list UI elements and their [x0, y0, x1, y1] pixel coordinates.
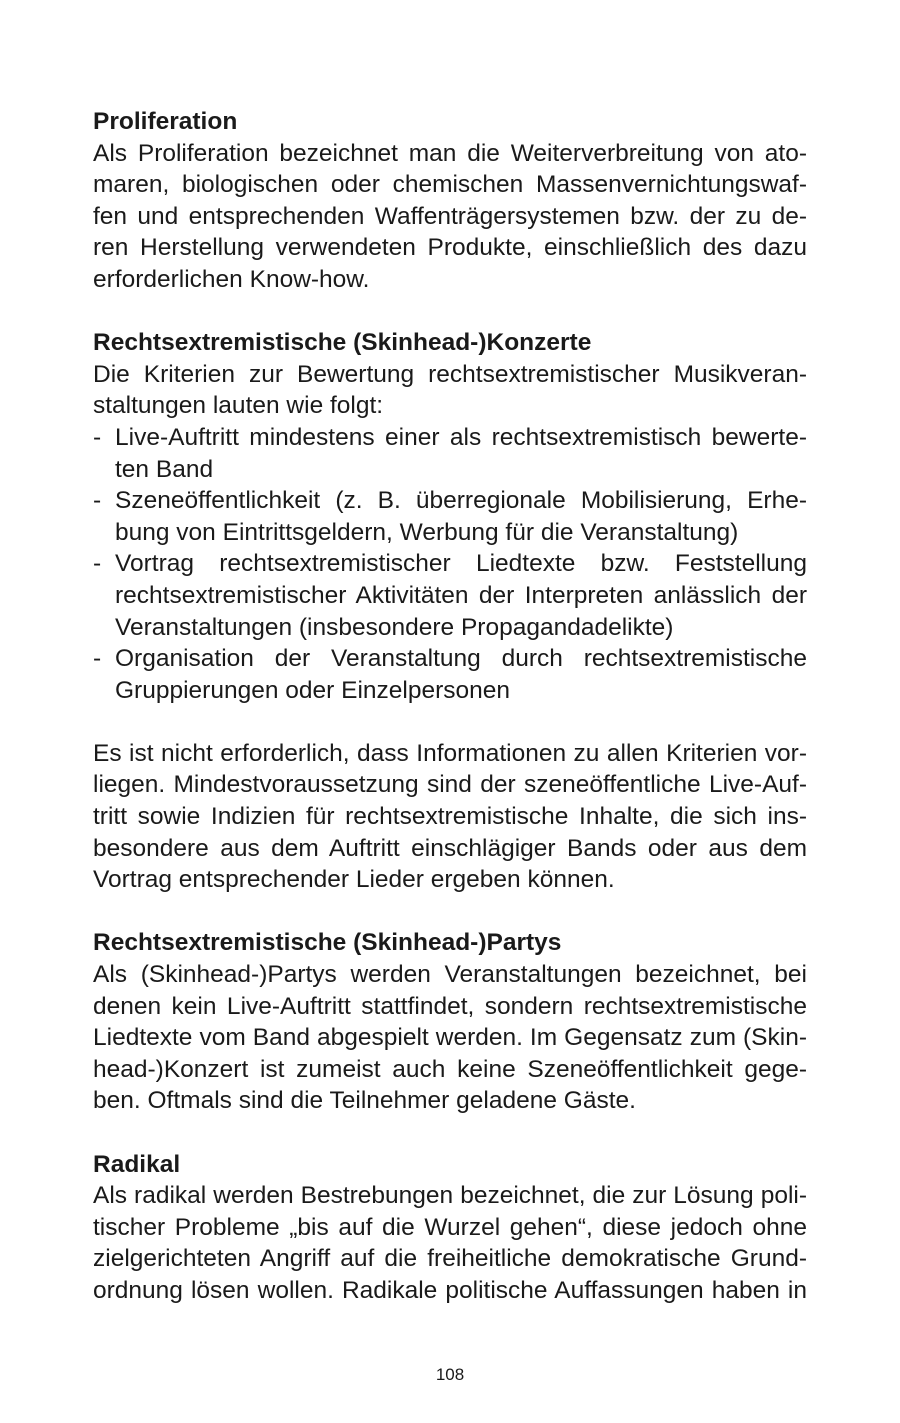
paragraph-line: Liedtexte vom Band abgespielt werden. Im Gegensatz zum (Skin- [93, 1024, 807, 1052]
dash-bullet: - [93, 645, 102, 673]
paragraph-spacer [93, 1117, 807, 1149]
criteria-list [93, 422, 807, 706]
section-radikal [93, 1149, 807, 1307]
dash-bullet: - [93, 423, 102, 451]
section-partys [93, 927, 807, 1117]
heading-proliferation: Proliferation [93, 108, 238, 135]
section-konzerte [93, 327, 807, 896]
heading-partys: Rechtsextremistische (Skinhead-)Partys [93, 929, 562, 957]
paragraph-line: erforderlichen Know-how. [93, 265, 370, 293]
list-item-text: Vortrag rechtsextremistischer Liedtexte bzw. Feststellung [115, 550, 807, 578]
paragraph-line: ren Herstellung verwendeten Produkte, einschließlich des dazu [93, 234, 807, 262]
paragraph-line: staltungen lauten wie folgt: [93, 392, 384, 420]
paragraph-line: head-)Konzert ist zumeist auch keine Szeneöffentlichkeit gege- [93, 1055, 807, 1083]
paragraph-line: maren, biologischen oder chemischen Massenvernichtungswaf- [93, 171, 807, 199]
list-item [93, 548, 807, 643]
paragraph-spacer [93, 896, 807, 928]
paragraph-line: ben. Oftmals sind die Teilnehmer geladene Gäste. [93, 1087, 636, 1115]
page-body [93, 106, 807, 1307]
paragraph-line: Als (Skinhead-)Partys werden Veranstaltungen bezeichnet, bei [93, 961, 807, 989]
list-item [93, 485, 807, 548]
paragraph-line: Die Kriterien zur Bewertung rechtsextremistischer Musikveran- [93, 360, 807, 388]
list-item-text: Gruppierungen oder Einzelpersonen [115, 676, 510, 704]
paragraph-line: tischer Probleme „bis auf die Wurzel gehen“, diese jedoch ohne [93, 1213, 807, 1241]
heading-konzerte: Rechtsextremistische (Skinhead-)Konzerte [93, 329, 592, 357]
paragraph-line: denen kein Live-Auftritt stattfindet, sondern rechtsextremistische [93, 992, 807, 1020]
paragraph-line: Es ist nicht erforderlich, dass Informationen zu allen Kriterien vor- [93, 739, 807, 767]
list-item-text: Organisation der Veranstaltung durch rechtsextremistische [115, 645, 807, 673]
paragraph-line: ordnung lösen wollen. Radikale politische Auffassungen haben in [93, 1276, 807, 1304]
list-item-text: ten Band [115, 455, 214, 483]
paragraph-spacer [93, 296, 807, 328]
paragraph-line: besondere aus dem Auftritt einschlägiger Bands oder aus dem [93, 834, 807, 862]
list-item-text: Veranstaltungen (insbesondere Propagandadelikte) [115, 613, 674, 641]
dash-bullet: - [93, 487, 102, 515]
heading-radikal: Radikal [93, 1150, 181, 1178]
section-proliferation [93, 106, 807, 296]
paragraph-line: liegen. Mindestvoraussetzung sind der szeneöffentliche Live-Auf- [93, 771, 807, 799]
paragraph-line: zielgerichteten Angriff auf die freiheitliche demokratische Grund- [93, 1245, 807, 1273]
paragraph-spacer [93, 706, 807, 738]
list-item-text: bung von Eintrittsgeldern, Werbung für die Veranstaltung) [115, 518, 739, 546]
page-number: 108 [435, 1365, 465, 1384]
list-item-text: Live-Auftritt mindestens einer als rechtsextremistisch bewerte- [115, 423, 807, 451]
paragraph-line: tritt sowie Indizien für rechtsextremistische Inhalte, die sich ins- [93, 803, 807, 831]
paragraph-line: fen und entsprechenden Waffenträgersystemen bzw. der zu de- [93, 202, 807, 230]
list-item-text: rechtsextremistischer Aktivitäten der Interpreten anlässlich der [115, 581, 807, 609]
paragraph-line: Vortrag entsprechender Lieder ergeben können. [93, 866, 615, 894]
list-item [93, 643, 807, 706]
paragraph-line: Als radikal werden Bestrebungen bezeichnet, die zur Lösung poli- [93, 1182, 807, 1210]
dash-bullet: - [93, 550, 102, 578]
list-item [93, 422, 807, 485]
list-item-text: Szeneöffentlichkeit (z. B. überregionale Mobilisierung, Erhe- [115, 487, 807, 515]
paragraph-line: Als Proliferation bezeichnet man die Weiterverbreitung von ato- [93, 139, 807, 167]
